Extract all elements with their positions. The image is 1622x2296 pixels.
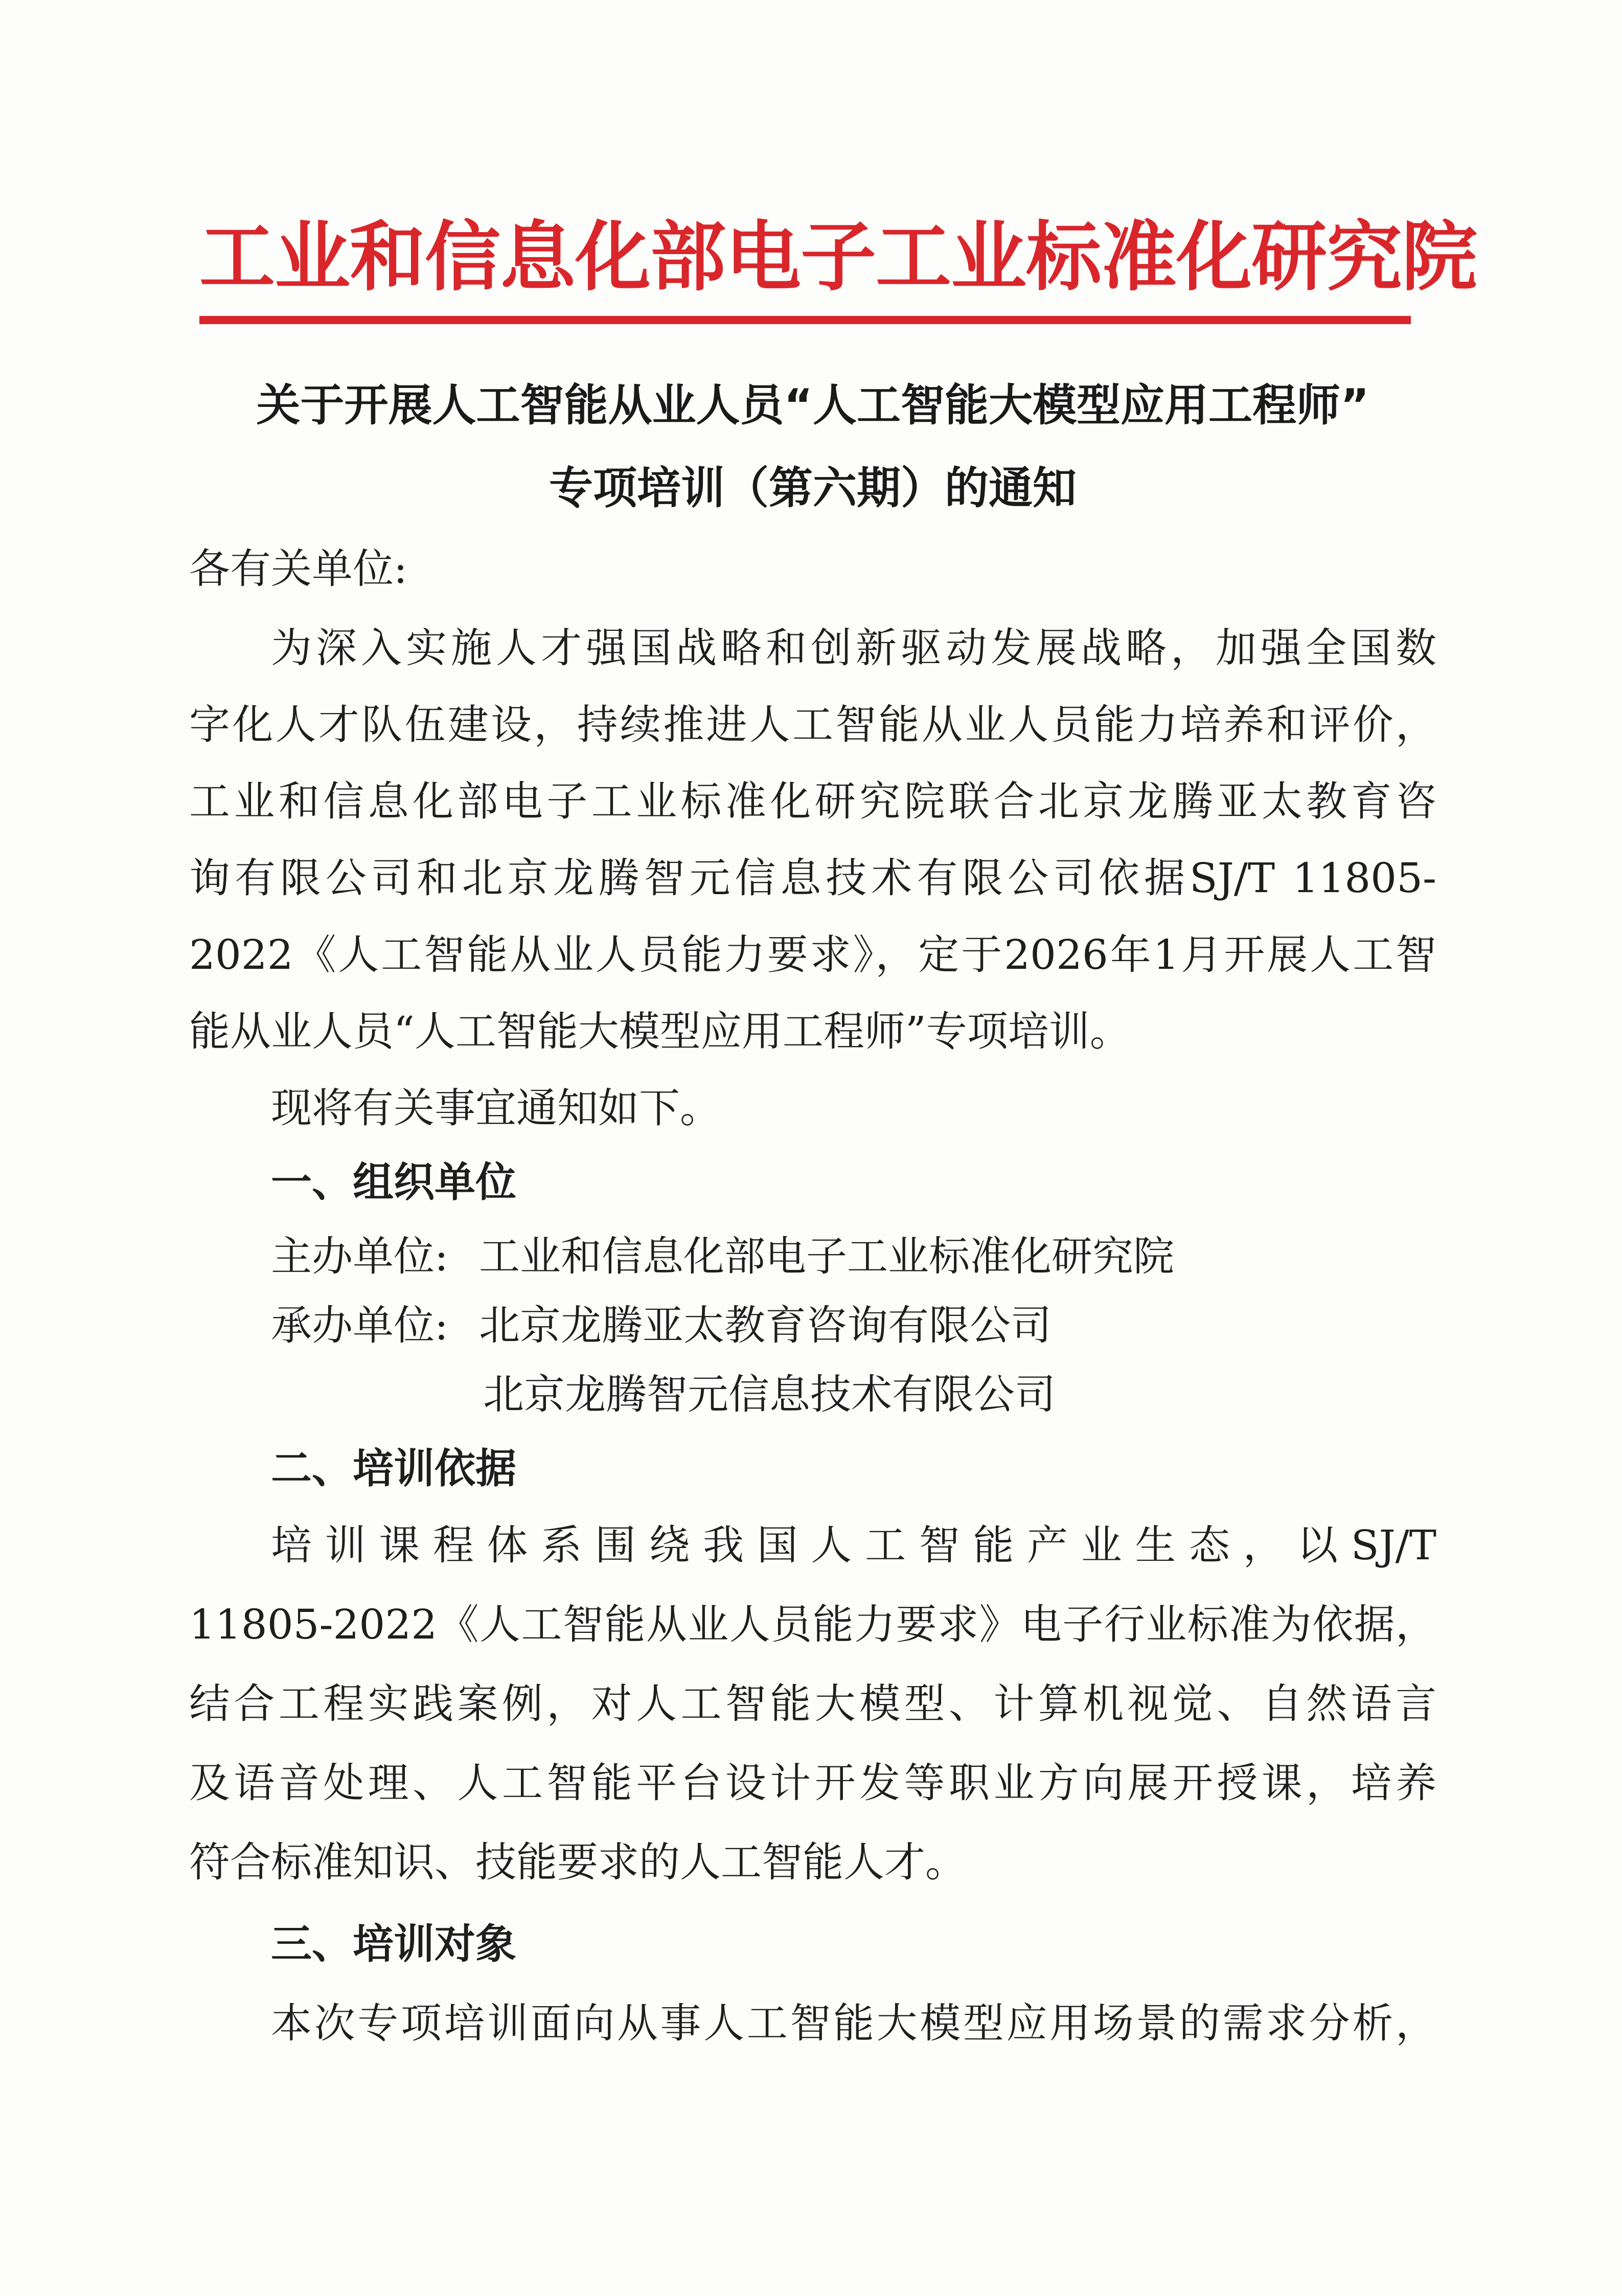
section-2-heading: 二、培训依据 [271, 1445, 516, 1492]
notice-title-line-1: 关于开展人工智能从业人员“人工智能大模型应用工程师” [256, 380, 1369, 431]
letterhead-organization: 工业和信息化部电子工业标准化研究院 [199, 212, 1477, 301]
letterhead-divider [199, 316, 1411, 324]
intro-line-3: 工业和信息化部电子工业标准化研究院联合北京龙腾亚太教育咨 [189, 778, 1436, 825]
intro-line-2: 字化人才队伍建设，持续推进人工智能从业人员能力培养和评价， [189, 701, 1436, 748]
basis-line-4: 及语音处理、人工智能平台设计开发等职业方向展开授课，培养 [189, 1759, 1436, 1807]
basis-line-5: 符合标准知识、技能要求的人工智能人才。 [189, 1838, 966, 1886]
notice-title-line-2: 专项培训（第六期）的通知 [549, 463, 1077, 514]
basis-line-2: 11805-2022《人工智能从业人员能力要求》电子行业标准为依据， [189, 1601, 1436, 1648]
organizer-label: 承办单位: [271, 1302, 448, 1349]
basis-line-1: 培训课程体系围绕我国人工智能产业生态，以SJ/T [271, 1521, 1436, 1569]
intro-notice: 现将有关事宜通知如下。 [271, 1084, 721, 1132]
host-row [271, 1229, 1174, 1285]
section-1-heading: 一、组织单位 [271, 1158, 516, 1206]
organizer-row [271, 1298, 1052, 1354]
salutation: 各有关单位: [189, 545, 407, 593]
host-value: 工业和信息化部电子工业标准化研究院 [478, 1233, 1174, 1280]
host-label: 主办单位: [271, 1233, 448, 1280]
section-3-heading: 三、培训对象 [271, 1920, 516, 1968]
intro-line-5: 2022《人工智能从业人员能力要求》，定于2026年1月开展人工智 [189, 931, 1436, 979]
intro-line-4: 询有限公司和北京龙腾智元信息技术有限公司依据SJ/T 11805- [189, 854, 1436, 902]
audience-line-1: 本次专项培训面向从事人工智能大模型应用场景的需求分析， [271, 1999, 1436, 2047]
basis-line-3: 结合工程实践案例，对人工智能大模型、计算机视觉、自然语言 [189, 1680, 1436, 1727]
intro-line-6: 能从业人员“人工智能大模型应用工程师”专项培训。 [189, 1008, 1131, 1055]
intro-line-1: 为深入实施人才强国战略和创新驱动发展战略，加强全国数 [271, 624, 1436, 672]
organizer-value-1: 北京龙腾亚太教育咨询有限公司 [478, 1302, 1052, 1349]
organizer-value-2: 北京龙腾智元信息技术有限公司 [483, 1371, 1056, 1418]
